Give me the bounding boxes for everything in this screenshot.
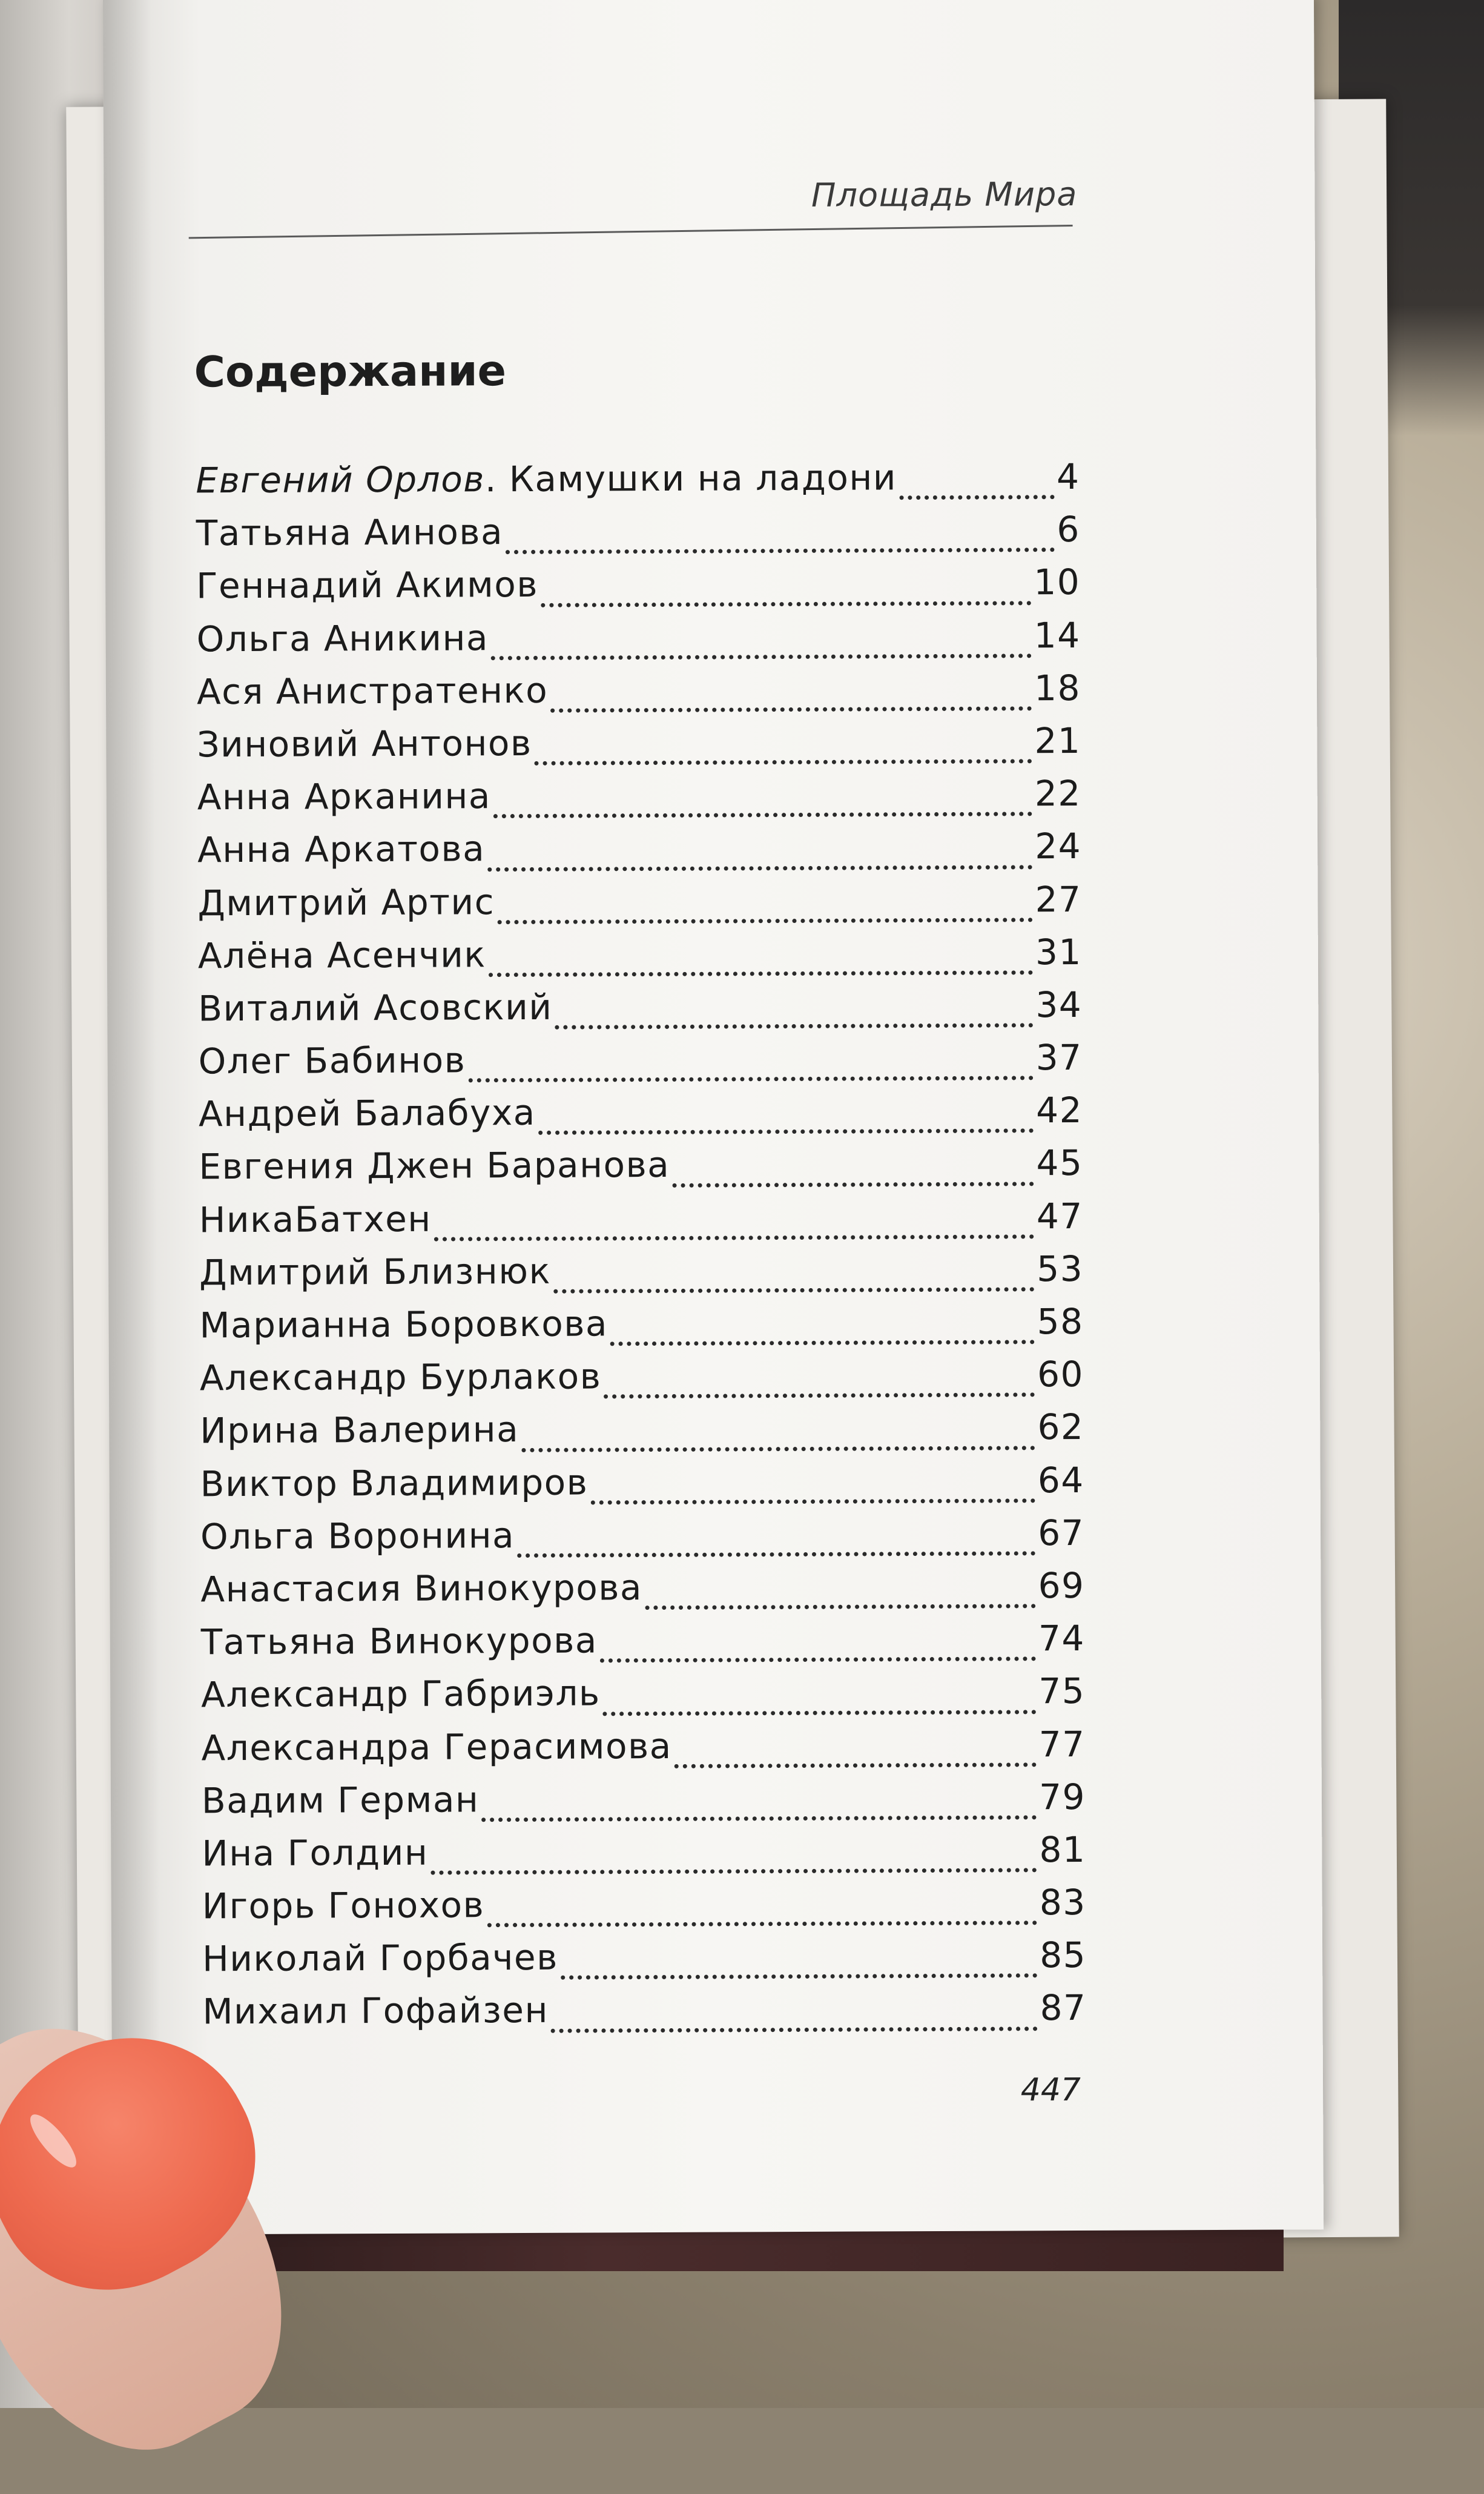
toc-page-number: 85 [1040,1934,1087,1976]
toc-page-number: 24 [1035,825,1082,867]
book-page [103,0,1324,2235]
toc-entry [201,1723,1085,1780]
toc-leader-dots [550,706,1032,712]
toc-page-number: 4 [1056,455,1080,498]
toc-author: Зиновий Антонов [197,722,532,766]
toc-page-number: 6 [1057,509,1080,551]
toc-author: Анна Аркатова [197,828,486,871]
toc-entry [199,1301,1083,1358]
toc-author: Александра Герасимова [201,1725,672,1768]
toc-page-number: 47 [1036,1195,1083,1237]
toc-entry [199,1142,1083,1199]
toc-author: Анна Арканина [197,775,492,818]
toc-author: Михаил Гофайзен [202,1990,549,2033]
toc-author: Геннадий Акимов [196,564,539,607]
toc-leader-dots [555,1023,1034,1029]
toc-author: Татьяна Аинова [196,511,504,554]
toc-leader-dots [430,1868,1037,1874]
toc-author: Игорь Гонохов [202,1884,485,1927]
toc-entry [197,667,1081,724]
toc-leader-dots [604,1393,1035,1399]
toc-page-number: 77 [1038,1723,1086,1765]
toc-entry [200,1354,1084,1411]
toc-page-number: 69 [1038,1564,1085,1607]
table-of-contents [196,456,1086,2044]
toc-leader-dots [487,1921,1037,1928]
toc-entry [201,1670,1085,1727]
page-gutter-shadow [103,0,161,2235]
toc-page-number: 22 [1034,773,1081,815]
toc-entry [202,1829,1086,1886]
toc-page-number: 75 [1038,1670,1086,1712]
toc-leader-dots [482,1815,1037,1822]
toc-author: Ольга Воронина [200,1514,515,1558]
toc-page-number: 34 [1035,984,1083,1026]
toc-leader-dots [610,1340,1035,1346]
toc-leader-dots [899,495,1054,500]
toc-entry [202,1934,1086,1991]
toc-author: Ася Анистратенко [196,669,549,713]
toc-leader-dots [600,1657,1036,1663]
toc-page-number: 87 [1040,1987,1087,2029]
toc-entry [198,984,1082,1041]
toc-entry [198,931,1082,988]
toc-leader-dots [489,970,1033,977]
page-number: 447 [1020,2071,1081,2109]
toc-entry [198,1037,1082,1094]
toc-author: Дмитрий Артис [197,881,495,924]
toc-page-number: 27 [1035,878,1082,920]
toc-page-number: 37 [1035,1037,1083,1079]
toc-entry [202,1882,1086,1939]
toc-leader-dots [517,1551,1035,1558]
toc-page-number: 45 [1036,1142,1083,1184]
toc-author: Виктор Владимиров [200,1461,589,1504]
toc-author: Евгения Джен Баранова [199,1144,670,1188]
toc-entry [199,1196,1083,1252]
toc-leader-dots [491,653,1032,660]
toc-entry [202,1987,1086,2044]
toc-entry [197,773,1081,830]
toc-page-number: 62 [1037,1406,1084,1448]
toc-author: Алёна Асенчик [197,933,487,977]
toc-entry [200,1460,1084,1517]
toc-leader-dots [541,601,1032,607]
toc-page-number: 53 [1037,1248,1084,1290]
toc-entry [196,615,1080,672]
toc-leader-dots [674,1762,1037,1768]
header-rule [189,225,1073,239]
section-title: Содержание [194,346,507,397]
toc-page-number: 60 [1037,1354,1084,1395]
toc-leader-dots [561,1974,1038,1980]
toc-entry [200,1565,1084,1622]
toc-author: Марианна Боровкова [199,1303,608,1346]
toc-page-number: 81 [1039,1828,1086,1871]
toc-author: Татьяна Винокурова [200,1619,598,1663]
toc-author: Виталий Асовский [198,986,553,1030]
toc-entry [199,1248,1083,1305]
toc-leader-dots [468,1076,1034,1083]
toc-leader-dots [603,1710,1037,1716]
toc-author: Александр Габриэль [201,1672,601,1716]
toc-entry [197,720,1081,777]
toc-entry [200,1406,1084,1463]
toc-author: Андрей Балабуха [198,1092,536,1135]
toc-leader-dots [553,1287,1034,1293]
toc-leader-dots [672,1182,1034,1188]
toc-page-number: 79 [1038,1776,1086,1818]
toc-leader-dots [497,918,1033,924]
toc-page-number: 21 [1034,719,1081,762]
toc-author: Ольга Аникина [196,617,489,660]
toc-author: Ина Голдин [202,1831,429,1874]
toc-leader-dots [551,2026,1038,2033]
toc-author: Вадим Герман [201,1779,480,1822]
toc-work-title: Камушки на ладони [509,457,897,500]
toc-entry [200,1512,1084,1569]
toc-author: Дмитрий Близнюк [199,1250,552,1294]
toc-leader-dots [535,759,1032,766]
toc-author: НикаБатхен [199,1198,432,1240]
toc-author: Олег Бабинов [198,1039,466,1082]
toc-author: Александр Бурлаков [199,1355,602,1399]
toc-author: Анастасия Винокурова [200,1567,643,1610]
toc-entry [202,1776,1086,1833]
toc-leader-dots [645,1604,1036,1610]
toc-entry [197,825,1081,882]
toc-entry [196,561,1080,618]
toc-entry [199,1090,1083,1146]
toc-author: Ирина Валерина [200,1409,519,1452]
toc-entry [197,878,1081,935]
toc-page-number: 10 [1034,561,1081,603]
toc-author: Евгений Орлов [196,458,486,501]
toc-page-number: 14 [1034,614,1081,656]
toc-author: Николай Горбачев [202,1937,558,1980]
toc-entry [196,456,1080,513]
toc-entry [196,509,1080,566]
toc-leader-dots [493,812,1032,819]
toc-page-number: 74 [1038,1618,1085,1659]
toc-leader-dots [506,548,1054,555]
toc-page-number: 58 [1037,1300,1084,1343]
toc-separator: . [484,458,509,500]
toc-page-number: 83 [1039,1882,1086,1923]
toc-leader-dots [521,1446,1035,1452]
toc-leader-dots [538,1129,1034,1136]
toc-entry [201,1618,1085,1675]
toc-leader-dots [591,1498,1036,1504]
toc-page-number: 42 [1036,1090,1083,1131]
toc-leader-dots [487,865,1032,872]
toc-page-number: 18 [1034,667,1081,709]
toc-page-number: 31 [1035,931,1083,973]
running-head: Площадь Мира [811,174,1078,214]
toc-page-number: 64 [1037,1459,1084,1501]
toc-leader-dots [434,1234,1034,1241]
toc-page-number: 67 [1038,1512,1085,1554]
